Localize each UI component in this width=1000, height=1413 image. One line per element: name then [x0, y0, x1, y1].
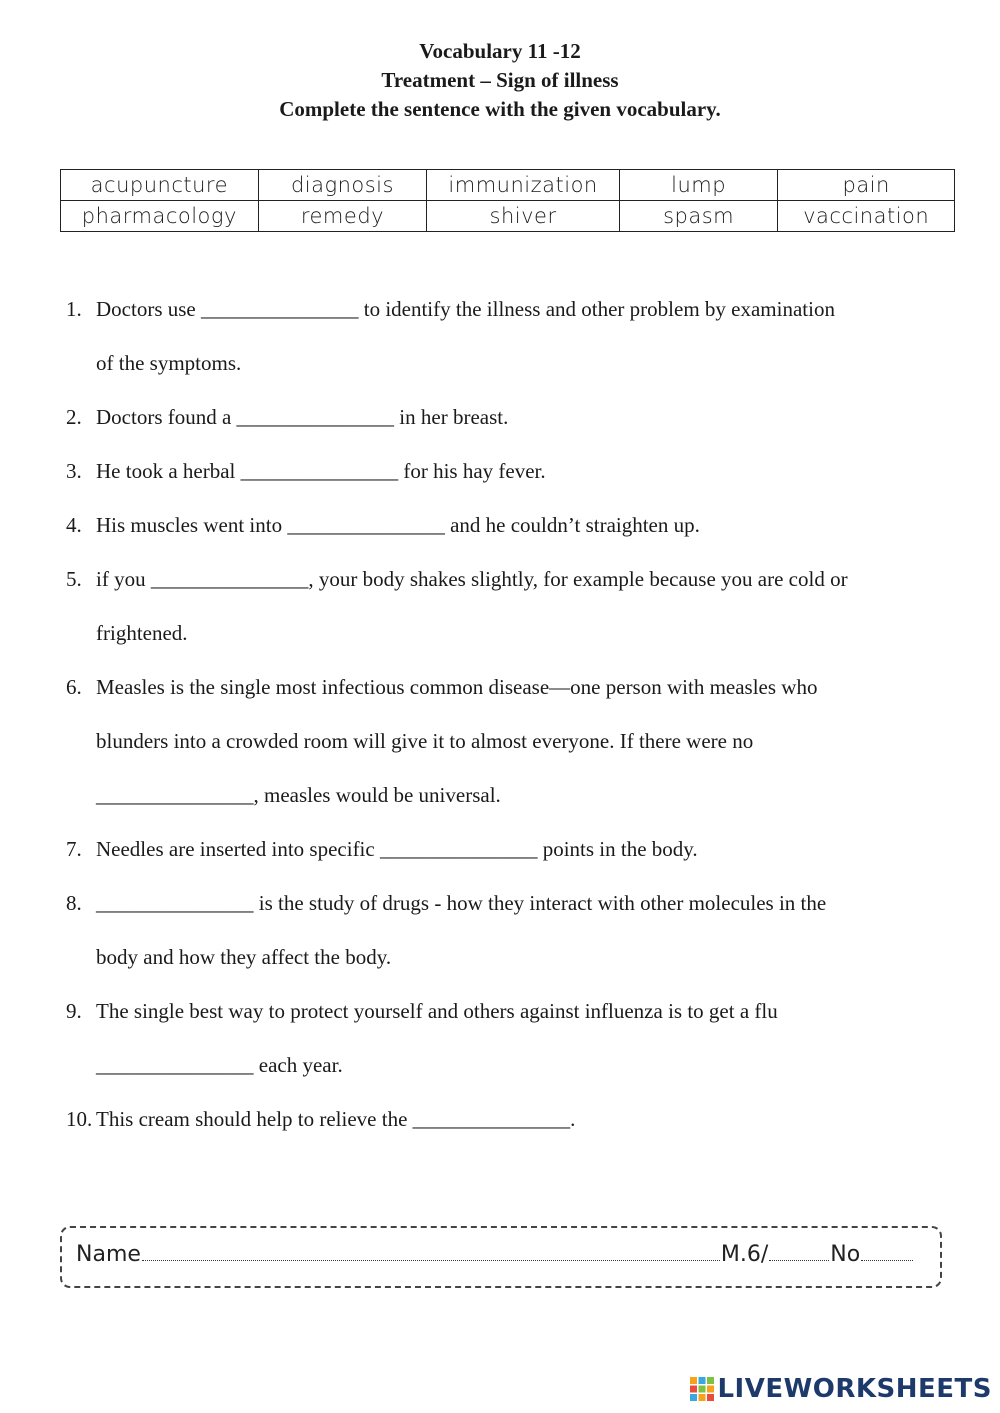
liveworksheets-logo-icon: [689, 1376, 715, 1402]
question-number: 5.: [66, 567, 82, 591]
question-text[interactable]: Doctors use _______________ to identify the illness and other problem by examination: [96, 297, 835, 321]
question-4: [66, 498, 956, 552]
vocab-word: pharmacology: [61, 201, 259, 232]
question-text: Measles is the single most infectious common disease—one person with measles who: [96, 675, 818, 699]
question-number: 7.: [66, 837, 82, 861]
worksheet-instruction: Complete the sentence with the given vocabulary.: [279, 97, 721, 121]
vocab-word: remedy: [258, 201, 427, 232]
question-number: 4.: [66, 513, 82, 537]
question-text[interactable]: He took a herbal _______________ for his hay fever.: [96, 459, 546, 483]
question-text-continued: blunders into a crowded room will give it to almost everyone. If there were no: [96, 729, 754, 753]
question-number: 8.: [66, 891, 82, 915]
question-text-continued: of the symptoms.: [96, 351, 242, 375]
vocabulary-row: [61, 201, 955, 232]
vocab-word: pain: [778, 170, 955, 201]
vocab-word: acupuncture: [61, 170, 259, 201]
question-2: [66, 390, 956, 444]
student-info-box: [60, 1226, 942, 1288]
question-text[interactable]: _______________ is the study of drugs - how they interact with other molecules in the: [96, 891, 827, 915]
question-number: 3.: [66, 459, 82, 483]
question-number: 2.: [66, 405, 82, 429]
worksheet-subtitle: Treatment – Sign of illness: [381, 68, 619, 92]
question-8: [66, 876, 956, 984]
question-text[interactable]: This cream should help to relieve the _______________.: [96, 1107, 576, 1131]
question-3: [66, 444, 956, 498]
brand-name: LIVEWORKSHEETS: [717, 1374, 992, 1404]
question-7: [66, 822, 956, 876]
vocab-word: lump: [619, 170, 777, 201]
name-label: Name: [76, 1242, 141, 1267]
question-1: [66, 282, 956, 390]
vocab-word: diagnosis: [258, 170, 427, 201]
question-text[interactable]: Needles are inserted into specific _______________ points in the body.: [96, 837, 698, 861]
question-6: [66, 660, 956, 822]
question-text-continued: frightened.: [96, 621, 188, 645]
name-field[interactable]: [142, 1242, 720, 1261]
question-text[interactable]: if you _______________, your body shakes slightly, for example because you are cold or: [96, 567, 848, 591]
class-field[interactable]: [769, 1242, 829, 1261]
vocab-word: immunization: [427, 170, 620, 201]
worksheet-title: Vocabulary 11 -12: [419, 39, 581, 63]
worksheet-header: [0, 37, 1000, 124]
class-label: M.6/: [720, 1242, 769, 1267]
question-5: [66, 552, 956, 660]
number-label: No: [830, 1242, 861, 1267]
question-number: 10.: [66, 1107, 93, 1131]
question-number: 1.: [66, 297, 82, 321]
question-text[interactable]: Doctors found a _______________ in her breast.: [96, 405, 509, 429]
question-text: The single best way to protect yourself and others against influenza is to get a flu: [96, 999, 778, 1023]
question-text[interactable]: His muscles went into _______________ and he couldn’t straighten up.: [96, 513, 700, 537]
question-9: [66, 984, 956, 1092]
vocab-word: spasm: [619, 201, 777, 232]
question-text-continued[interactable]: _______________ each year.: [96, 1053, 343, 1077]
question-text-continued: body and how they affect the body.: [96, 945, 392, 969]
liveworksheets-watermark: [689, 1374, 992, 1404]
vocabulary-row: [61, 170, 955, 201]
number-field[interactable]: [861, 1242, 913, 1261]
question-number: 9.: [66, 999, 82, 1023]
vocab-word: shiver: [427, 201, 620, 232]
question-number: 6.: [66, 675, 82, 699]
question-10: [66, 1092, 956, 1146]
vocabulary-table: [60, 169, 955, 232]
question-text-continued[interactable]: _______________, measles would be universal.: [96, 783, 501, 807]
vocab-word: vaccination: [778, 201, 955, 232]
